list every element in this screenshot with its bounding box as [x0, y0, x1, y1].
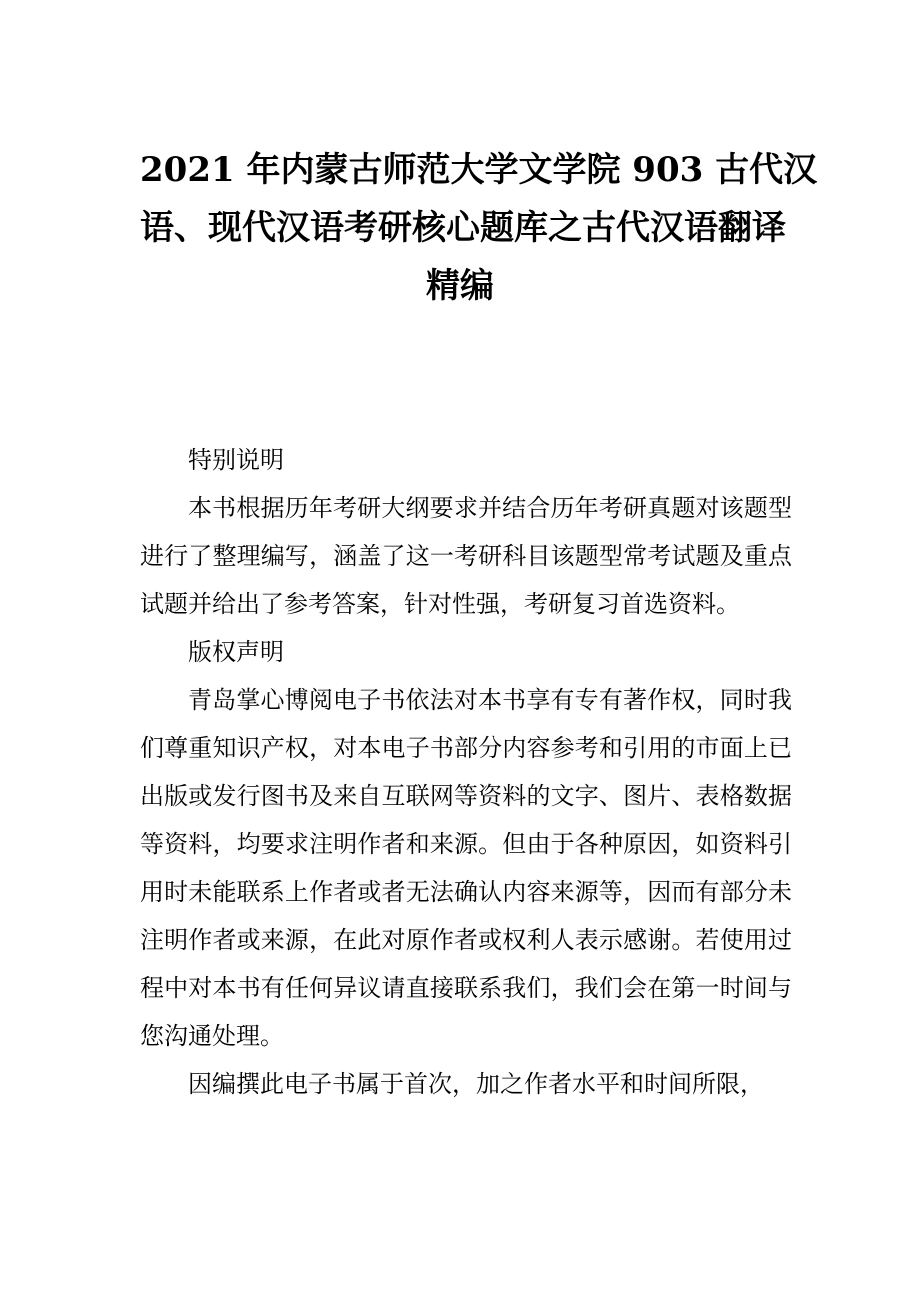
- document-body: [140, 436, 792, 1108]
- copyright-paragraph-1: 青岛掌心博阅电子书依法对本书享有专有著作权，同时我们尊重知识产权，对本电子书部分内容参考和引用的市面上已出版或发行图书及来自互联网等资料的文字、图片、表格数据等资料，均要求注明作者和来源。但由于各种原因，如资料引用时未能联系上作者或者无法确认内容来源等，因而有部分未注明作者或来源，在此对原作者或权利人表示感谢。若使用过程中对本书有任何异议请直接联系我们，我们会在第一时间与您沟通处理。: [140, 686, 792, 1050]
- title-line-3: 精编: [426, 266, 494, 306]
- document-title: [140, 141, 818, 315]
- special-note-paragraph: 本书根据历年考研大纲要求并结合历年考研真题对该题型进行了整理编写，涵盖了这一考研科目该题型常考试题及重点试题并给出了参考答案，针对性强，考研复习首选资料。: [140, 494, 792, 618]
- title-line-1: 2021 年内蒙古师范大学文学院 903 古代汉: [140, 150, 818, 190]
- section-heading-copyright: 版权声明: [188, 638, 284, 666]
- title-line-2: 语、现代汉语考研核心题库之古代汉语翻译: [140, 208, 786, 248]
- section-heading-special-note: 特别说明: [188, 446, 284, 474]
- copyright-paragraph-2: 因编撰此电子书属于首次，加之作者水平和时间所限，: [188, 1070, 764, 1098]
